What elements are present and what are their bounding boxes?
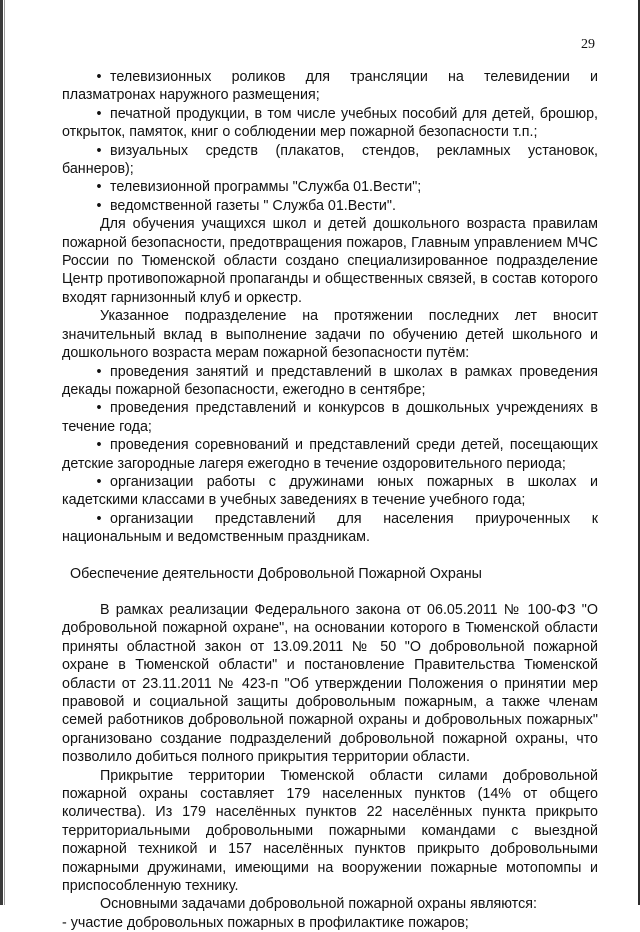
bullet-mark: • (96, 437, 102, 454)
scan-edge-left (0, 0, 3, 905)
bullet-mark: • (96, 510, 102, 527)
bullet-item: • проведения соревнований и представлений среди детей, посещающих детские загородные лагеря ежегодно в течение оздоровительного периода; (62, 437, 598, 472)
bullet-mark: • (96, 473, 102, 490)
page-body (62, 68, 598, 932)
bullet-mark: • (96, 69, 102, 85)
bullet-mark: • (96, 105, 102, 122)
paragraph-coverage: Прикрытие территории Тюменской области силами добровольной пожарной охраны составляет 179 населенных пунктов (14% от общего количества). Из 179 населённых пунктов 22 населённых пункта прикрыто территориальными добровольными пожарными командами с выездной пожарной техникой и 157 населённых пунктов прикрыто добровольными пожарными дружинами, имеющими на вооружении пожарные мотопомпы и приспособленную технику. (62, 767, 598, 895)
bullet-mark: • (96, 179, 102, 196)
bullet-item: • проведения занятий и представлений в школах в рамках проведения декады пожарной безопасности, ежегодно в сентябре; (62, 363, 598, 398)
section-heading: Обеспечение деятельности Добровольной Пожарной Охраны (70, 565, 482, 582)
bullet-item: • печатной продукции, в том числе учебных пособий для детей, брошюр, открыток, памяток, книг о соблюдении мер пожарной безопасности т.п.; (62, 105, 598, 141)
bullet-mark: • (96, 197, 102, 214)
paragraph-main-tasks: Основными задачами добровольной пожарной охраны являются: (100, 896, 537, 913)
paragraph-training-center: Для обучения учащихся школ и детей дошкольного возраста правилам пожарной безопасности, предотвращения пожаров, Главным управлением МЧС России по Тюменской области создано специализированное подразделение Центр противопожарной пропаганды и общественных связей, в состав которого входят гарнизонный клуб и оркестр. (62, 216, 598, 306)
page-number: 29 (581, 37, 595, 52)
bullet-item: • визуальных средств (плакатов, стендов, рекламных установок, баннеров); (62, 142, 598, 178)
bullet-list-top (62, 68, 598, 215)
paragraph-unit-contribution: Указанное подразделение на протяжении последних лет вносит значительный вклад в выполнение задачи по обучению детей школьного и дошкольного возраста мерам пожарной безопасности путём: (62, 308, 598, 362)
bullet-item: • телевизионных роликов для трансляции на телевидении и плазматронах наружного размещения; (62, 69, 598, 104)
bullet-mark: • (96, 400, 102, 417)
bullet-mark: • (96, 142, 102, 159)
scan-edge-left-inner (4, 0, 5, 905)
paragraph-federal-law: В рамках реализации Федерального закона от 06.05.2011 № 100-ФЗ "О добровольной пожарной охране", на основании которого в Тюменской области приняты областной закон от 13.09.2011 № 50 "О добровольной пожарной охране в Тюменской области" и постановление Правительства Тюменской области от 23.11.2011 № 423-п "Об утверждении Положения о принятии мер правовой и социальной защиты добровольным пожарным, а также членам семей работников добровольной пожарной охраны и добровольных пожарных" организовано создание подразделений добровольной пожарной охраны, что позволило добиться полного прикрытия территории области. (62, 601, 598, 766)
bullet-list-middle (62, 363, 598, 547)
dash-list-item: - участие добровольных пожарных в профилактике пожаров; (62, 914, 469, 931)
bullet-item: • ведомственной газеты " Служба 01.Вести". (62, 197, 598, 215)
bullet-item: • организации работы с дружинами юных пожарных в школах и кадетскими классами в учебных заведениях в течение учебного года; (62, 473, 598, 509)
bullet-item: • проведения представлений и конкурсов в дошкольных учреждениях в течение года; (62, 400, 598, 435)
bullet-item: • телевизионной программы "Служба 01.Вести"; (62, 178, 598, 196)
bullet-mark: • (96, 363, 102, 380)
bullet-item: • организации представлений для населения приуроченных к национальным и ведомственным праздникам. (62, 510, 598, 546)
